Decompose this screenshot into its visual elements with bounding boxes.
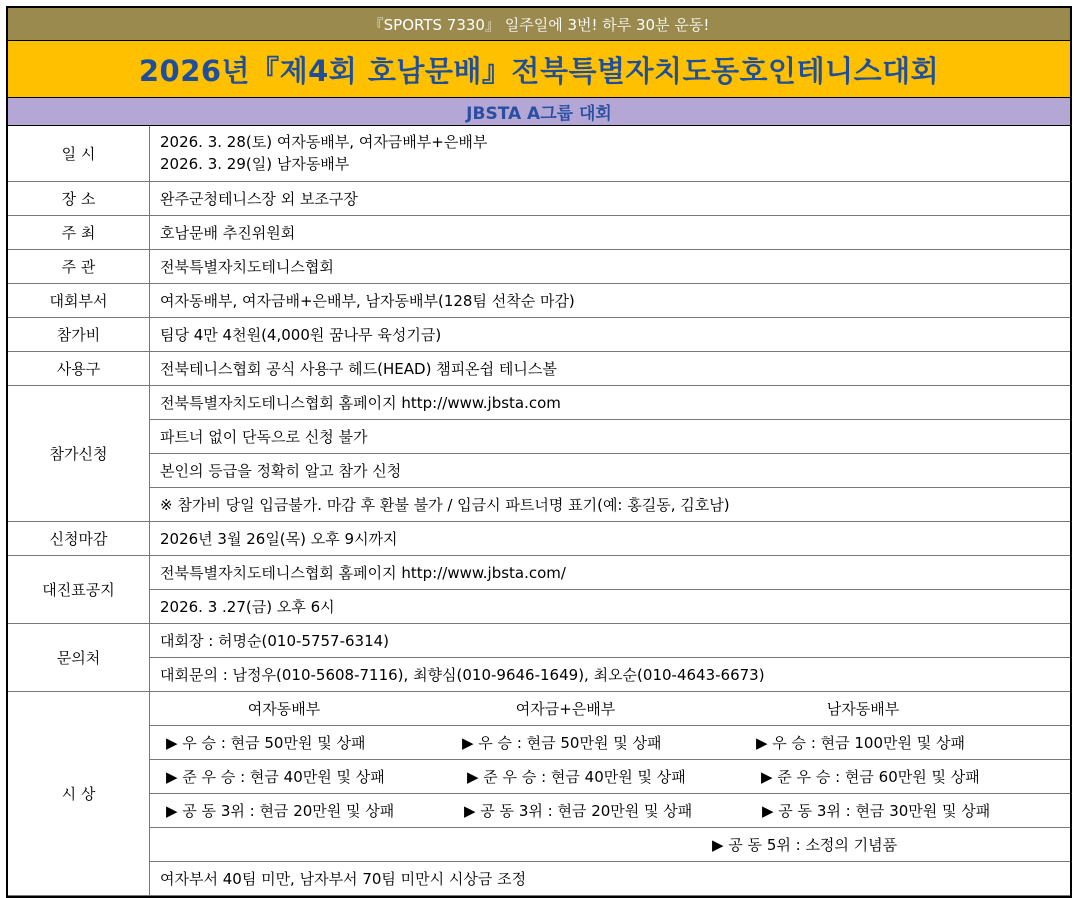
table-row — [8, 215, 1070, 249]
bracket-label: 대진표공지 — [8, 555, 150, 623]
prize-row-3 — [150, 793, 1071, 827]
divisions-value: 여자동배부, 여자금배+은배부, 남자동배부(128팀 선착순 마감) — [150, 283, 1071, 317]
prize-cell: ▶ 공 동 3위 : 현금 20만원 및 상패 — [166, 801, 395, 820]
table-row — [8, 283, 1070, 317]
prize-row-1 — [150, 725, 1071, 759]
prize-cell: ▶ 준 우 승 : 현금 40만원 및 상패 — [467, 767, 686, 786]
apply-line-3: 본인의 등급을 정확히 알고 참가 신청 — [150, 453, 1071, 487]
date-label: 일 시 — [8, 126, 150, 181]
table-row — [8, 827, 1070, 861]
deadline-value: 2026년 3월 26일(목) 오후 9시까지 — [150, 521, 1071, 555]
page-title: 2026년『제4회 호남문배』전북특별자치도동호인테니스대회 — [8, 41, 1070, 98]
table-row — [8, 657, 1070, 691]
table-row — [8, 249, 1070, 283]
prize-cell: ▶ 공 동 3위 : 현금 20만원 및 상패 — [464, 801, 693, 820]
contact-label: 문의처 — [8, 623, 150, 691]
prize-headers — [150, 691, 1071, 725]
prize-note: 여자부서 40팀 미만, 남자부서 70팀 미만시 시상금 조정 — [150, 861, 1071, 895]
prizes-label: 시 상 — [8, 691, 150, 895]
organizer-label: 주 관 — [8, 249, 150, 283]
venue-value: 완주군청테니스장 외 보조구장 — [150, 181, 1071, 215]
table-row — [8, 861, 1070, 895]
apply-line-4: ※ 참가비 당일 입금불가. 마감 후 환불 불가 / 입금시 파트너명 표기(예: 홍길동, 김호남) — [150, 487, 1071, 521]
prize-row-2 — [150, 759, 1071, 793]
apply-label: 참가신청 — [8, 385, 150, 521]
fee-label: 참가비 — [8, 317, 150, 351]
prize-header-men-bronze: 남자동배부 — [826, 699, 900, 718]
prize-header-women-gold-silver: 여자금+은배부 — [515, 699, 616, 718]
tournament-notice-sheet — [6, 6, 1072, 898]
prize-cell: ▶ 준 우 승 : 현금 60만원 및 상패 — [761, 767, 980, 786]
venue-label: 장 소 — [8, 181, 150, 215]
table-row — [8, 589, 1070, 623]
table-row — [8, 317, 1070, 351]
apply-line-1: 전북특별자치도테니스협회 홈페이지 http://www.jbsta.com — [150, 385, 1071, 419]
apply-line-2: 파트너 없이 단독으로 신청 불가 — [150, 419, 1071, 453]
table-row — [8, 691, 1070, 725]
table-row — [8, 453, 1070, 487]
table-row — [8, 793, 1070, 827]
prize-fifth: ▶ 공 동 5위 : 소정의 기념품 — [150, 827, 1071, 861]
organizer-value: 전북특별자치도테니스협회 — [150, 249, 1071, 283]
table-row — [8, 623, 1070, 657]
table-row — [8, 419, 1070, 453]
prize-cell: ▶ 우 승 : 현금 100만원 및 상패 — [756, 733, 966, 752]
table-row — [8, 759, 1070, 793]
table-row — [8, 521, 1070, 555]
date-value — [150, 126, 1071, 181]
bracket-line-1: 전북특별자치도테니스협회 홈페이지 http://www.jbsta.com/ — [150, 555, 1071, 589]
table-row — [8, 126, 1070, 181]
prize-header-women-bronze: 여자동배부 — [247, 699, 321, 718]
ball-value: 전북테니스협회 공식 사용구 헤드(HEAD) 챔피온쉽 테니스볼 — [150, 351, 1071, 385]
slogan-banner: 『SPORTS 7330』 일주일에 3번! 하루 30분 운동! — [8, 8, 1070, 41]
host-label: 주 최 — [8, 215, 150, 249]
table-row — [8, 725, 1070, 759]
table-row — [8, 351, 1070, 385]
date-line-1: 2026. 3. 28(토) 여자동배부, 여자금배부+은배부 — [160, 133, 488, 152]
prize-cell: ▶ 공 동 3위 : 현금 30만원 및 상패 — [762, 801, 991, 820]
info-table — [8, 126, 1070, 896]
prize-cell: ▶ 우 승 : 현금 50만원 및 상패 — [462, 733, 662, 752]
deadline-label: 신청마감 — [8, 521, 150, 555]
table-row — [8, 487, 1070, 521]
table-row — [8, 555, 1070, 589]
bracket-line-2: 2026. 3 .27(금) 오후 6시 — [150, 589, 1071, 623]
host-value: 호남문배 추진위원회 — [150, 215, 1071, 249]
table-row — [8, 181, 1070, 215]
ball-label: 사용구 — [8, 351, 150, 385]
divisions-label: 대회부서 — [8, 283, 150, 317]
table-row — [8, 385, 1070, 419]
prize-cell: ▶ 준 우 승 : 현금 40만원 및 상패 — [166, 767, 385, 786]
contact-line-1: 대회장 : 허명순(010-5757-6314) — [150, 623, 1071, 657]
date-line-2: 2026. 3. 29(일) 남자동배부 — [160, 155, 350, 174]
prize-cell: ▶ 우 승 : 현금 50만원 및 상패 — [166, 733, 366, 752]
page-subtitle: JBSTA A그룹 대회 — [8, 98, 1070, 126]
fee-value: 팀당 4만 4천원(4,000원 꿈나무 육성기금) — [150, 317, 1071, 351]
contact-line-2: 대회문의 : 남정우(010-5608-7116), 최향심(010-9646-1649), 최오순(010-4643-6673) — [150, 657, 1071, 691]
